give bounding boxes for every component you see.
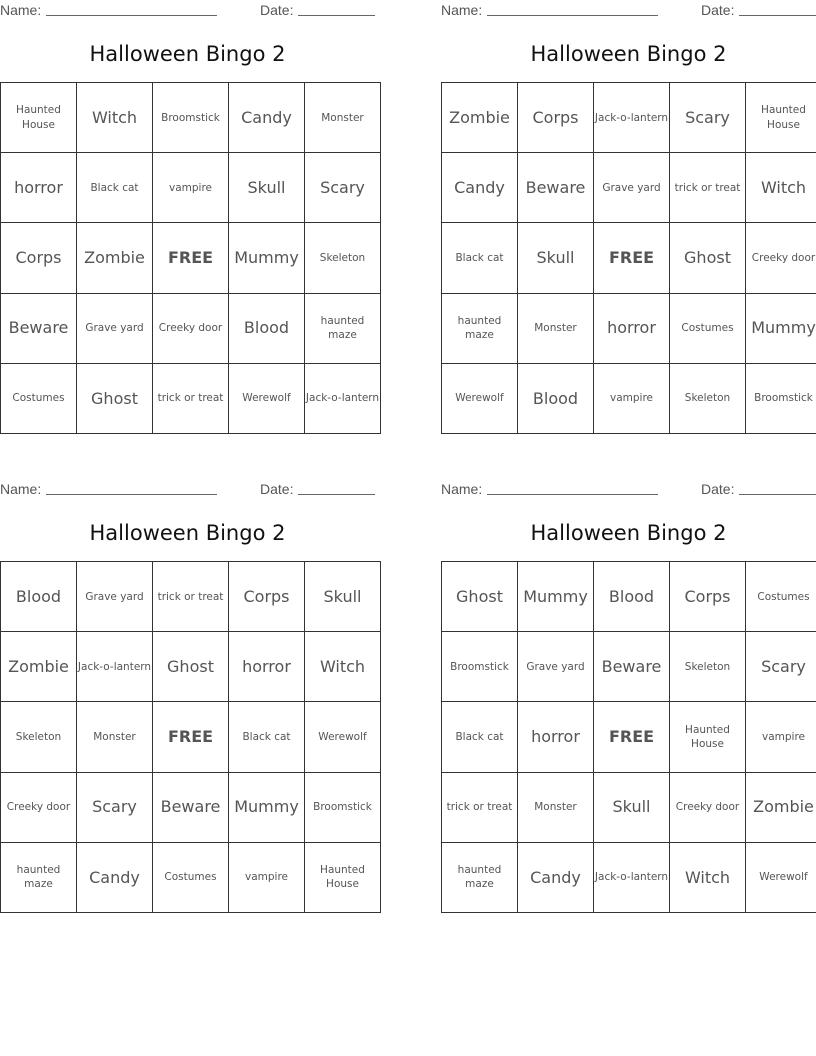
bingo-cell-text: Zombie [753, 797, 814, 817]
bingo-cell-text: horror [14, 177, 63, 197]
bingo-cell-text: horror [607, 318, 656, 338]
grid-row [1, 842, 381, 912]
bingo-cell [518, 153, 594, 223]
bingo-cell-text: Mummy [523, 586, 588, 606]
free-space-cell [153, 702, 229, 772]
bingo-cell-text: FREE [608, 248, 655, 268]
bingo-cell-text: Beware [160, 797, 221, 817]
bingo-cell-text: haunted maze [320, 314, 365, 342]
bingo-cell [1, 562, 77, 632]
bingo-cell [594, 83, 670, 153]
bingo-cell [670, 702, 746, 772]
grid-row [442, 562, 816, 632]
date-label: Date: [260, 481, 294, 497]
grid-row [442, 772, 816, 842]
bingo-cell-text: Skull [612, 797, 651, 817]
bingo-cell-text: Werewolf [759, 871, 808, 884]
name-date-bar [0, 481, 375, 497]
card-title: Halloween Bingo 2 [530, 42, 727, 66]
bingo-cell-text: Candy [241, 107, 292, 127]
grid-row [442, 83, 816, 153]
bingo-cell-text: Monster [534, 322, 577, 335]
bingo-cell [153, 562, 229, 632]
bingo-cell-text: Witch [319, 656, 366, 676]
name-blank-line [487, 15, 658, 16]
bingo-cell [1, 363, 77, 433]
bingo-cell [229, 772, 305, 842]
bingo-cell [518, 293, 594, 363]
name-blank-line [487, 494, 658, 495]
bingo-cell-text: Mummy [234, 248, 299, 268]
bingo-cell [518, 562, 594, 632]
bingo-cell [746, 363, 816, 433]
bingo-cell-text: Costumes [12, 392, 65, 405]
bingo-cell [77, 632, 153, 702]
bingo-cell [746, 632, 816, 702]
bingo-cell [305, 772, 381, 842]
date-label: Date: [701, 481, 735, 497]
bingo-cell [442, 562, 518, 632]
bingo-cell-text: Haunted House [685, 723, 730, 750]
bingo-cell-text: Zombie [84, 248, 145, 268]
grid-row [442, 293, 816, 363]
bingo-cell-text: Creeky door [6, 801, 71, 814]
bingo-cell-text: Werewolf [242, 392, 291, 405]
bingo-cell [442, 363, 518, 433]
bingo-cell [305, 363, 381, 433]
bingo-cell-text: Candy [530, 867, 581, 887]
bingo-cell-text: Black cat [90, 181, 139, 194]
bingo-cell-text: Costumes [164, 871, 217, 884]
bingo-cell [442, 293, 518, 363]
grid-row [442, 842, 816, 912]
bingo-cell-text: Skull [247, 177, 286, 197]
bingo-cell [1, 153, 77, 223]
bingo-cell-text: Blood [15, 586, 62, 606]
bingo-cell-text: vampire [609, 392, 653, 405]
bingo-cell-text: Mummy [234, 797, 299, 817]
bingo-cell-text: trick or treat [157, 392, 224, 405]
bingo-cell [442, 223, 518, 293]
bingo-cell [670, 842, 746, 912]
bingo-cell-text: Zombie [8, 656, 69, 676]
bingo-cell-text: Scary [761, 656, 806, 676]
bingo-cell-text: Creeky door [751, 251, 816, 264]
bingo-cell-text: Skeleton [15, 730, 62, 743]
bingo-cell [442, 632, 518, 702]
bingo-cell-text: Grave yard [526, 660, 585, 673]
bingo-cell-text: FREE [167, 248, 214, 268]
grid-row [442, 153, 816, 223]
bingo-cell [229, 632, 305, 702]
bingo-cell [77, 293, 153, 363]
name-date-bar [441, 481, 816, 497]
bingo-cell [442, 153, 518, 223]
bingo-cell-text: Ghost [456, 586, 503, 606]
bingo-cell-text: Haunted House [320, 864, 365, 891]
name-date-bar [0, 2, 375, 18]
bingo-cell-text: trick or treat [446, 801, 513, 814]
bingo-cell-text: Black cat [242, 730, 291, 743]
bingo-cell [1, 772, 77, 842]
bingo-cell-text: Black cat [455, 251, 504, 264]
bingo-cell [153, 83, 229, 153]
bingo-cell-text: Beware [601, 656, 662, 676]
bingo-cell [77, 153, 153, 223]
card-title: Halloween Bingo 2 [89, 521, 286, 545]
bingo-cell-text: Corps [243, 586, 290, 606]
bingo-cell-text: Mummy [751, 318, 816, 338]
bingo-cell [1, 842, 77, 912]
bingo-cell-text: Skull [536, 248, 575, 268]
bingo-cell [77, 363, 153, 433]
bingo-cell-text: trick or treat [157, 590, 224, 603]
bingo-cell [153, 632, 229, 702]
grid-row [1, 223, 381, 293]
bingo-cell-text: vampire [168, 181, 212, 194]
bingo-cell [153, 293, 229, 363]
bingo-cell [305, 153, 381, 223]
bingo-cell-text: vampire [244, 871, 288, 884]
bingo-cell [305, 293, 381, 363]
bingo-cell-text: Blood [608, 586, 655, 606]
bingo-cell-text: vampire [761, 730, 805, 743]
bingo-cell [670, 293, 746, 363]
bingo-cell [594, 772, 670, 842]
bingo-cell-text: Grave yard [602, 181, 661, 194]
bingo-cell-text: Witch [760, 177, 807, 197]
bingo-cell [594, 842, 670, 912]
bingo-cell [518, 702, 594, 772]
bingo-cell-text: Creeky door [675, 801, 740, 814]
card-title: Halloween Bingo 2 [530, 521, 727, 545]
bingo-cell-text: Corps [684, 586, 731, 606]
grid-row [1, 293, 381, 363]
bingo-cell [746, 153, 816, 223]
bingo-cell-text: Grave yard [85, 590, 144, 603]
bingo-cell-text: Beware [8, 318, 69, 338]
bingo-cell [746, 83, 816, 153]
name-label: Name: [441, 481, 483, 497]
date-blank-line [298, 15, 375, 16]
bingo-grid [441, 561, 816, 913]
bingo-cell-text: Skull [323, 586, 362, 606]
grid-row [1, 702, 381, 772]
bingo-cell [305, 632, 381, 702]
bingo-cell-text: Broomstick [754, 392, 813, 405]
bingo-cell [153, 153, 229, 223]
date-blank-line [739, 494, 816, 495]
bingo-cell-text: Jack-o-lantern [594, 111, 669, 124]
bingo-cell [229, 293, 305, 363]
free-space-cell [594, 223, 670, 293]
bingo-cell [305, 223, 381, 293]
bingo-grid [0, 82, 381, 434]
bingo-cell-text: Scary [320, 177, 365, 197]
free-space-cell [594, 702, 670, 772]
bingo-cell [153, 772, 229, 842]
bingo-cell [518, 632, 594, 702]
bingo-cell [518, 842, 594, 912]
bingo-cell [746, 772, 816, 842]
bingo-cell-text: haunted maze [16, 864, 61, 891]
bingo-cell-text: Skeleton [684, 392, 731, 405]
bingo-cell-text: Monster [321, 111, 364, 124]
bingo-cell [670, 562, 746, 632]
grid-row [442, 223, 816, 293]
bingo-cell-text: Black cat [455, 730, 504, 743]
bingo-cell [518, 223, 594, 293]
bingo-cell-text: trick or treat [674, 181, 741, 194]
bingo-cell [1, 223, 77, 293]
bingo-cell [746, 293, 816, 363]
grid-row [442, 632, 816, 702]
bingo-cell [746, 842, 816, 912]
bingo-cell [229, 223, 305, 293]
bingo-cell-text: Costumes [757, 590, 810, 603]
bingo-grid [0, 561, 381, 913]
name-label: Name: [0, 481, 42, 497]
bingo-cell [1, 702, 77, 772]
bingo-cell-text: Zombie [449, 107, 510, 127]
bingo-cell-text: Corps [15, 248, 62, 268]
bingo-cell-text: Werewolf [318, 730, 367, 743]
bingo-cell [229, 702, 305, 772]
grid-row [1, 363, 381, 433]
bingo-cell [229, 153, 305, 223]
name-blank-line [46, 494, 217, 495]
grid-row [1, 153, 381, 223]
bingo-cell [518, 772, 594, 842]
bingo-cell-text: Skeleton [319, 251, 366, 264]
bingo-cell [77, 83, 153, 153]
bingo-cell-text: Candy [89, 867, 140, 887]
bingo-cell [594, 562, 670, 632]
bingo-cell-text: haunted maze [457, 314, 502, 342]
date-label: Date: [701, 2, 735, 18]
bingo-cell [670, 223, 746, 293]
bingo-cell-text: Ghost [167, 656, 214, 676]
bingo-cell [670, 83, 746, 153]
bingo-cell [746, 223, 816, 293]
bingo-cell-text: Jack-o-lantern [305, 392, 380, 405]
bingo-cell [305, 842, 381, 912]
name-label: Name: [0, 2, 42, 18]
grid-row [442, 702, 816, 772]
bingo-cell-text: Blood [243, 318, 290, 338]
bingo-cell-text: horror [531, 727, 580, 747]
bingo-cell [1, 293, 77, 363]
free-space-cell [153, 223, 229, 293]
bingo-cell-text: Jack-o-lantern [594, 871, 669, 884]
bingo-cell [229, 842, 305, 912]
bingo-cell [594, 632, 670, 702]
bingo-cell-text: Haunted House [761, 104, 806, 131]
date-blank-line [739, 15, 816, 16]
card-title: Halloween Bingo 2 [89, 42, 286, 66]
bingo-cell-text: horror [242, 656, 291, 676]
bingo-cell [518, 363, 594, 433]
bingo-cell [305, 562, 381, 632]
bingo-cell [594, 293, 670, 363]
bingo-cell [442, 842, 518, 912]
bingo-cell-text: Costumes [681, 322, 734, 335]
bingo-cell-text: Werewolf [455, 392, 504, 405]
bingo-cell [305, 83, 381, 153]
bingo-cell [746, 562, 816, 632]
grid-row [1, 772, 381, 842]
bingo-cell [153, 842, 229, 912]
bingo-cell-text: FREE [608, 727, 655, 747]
bingo-cell [229, 83, 305, 153]
bingo-cell [1, 632, 77, 702]
name-date-bar [441, 2, 816, 18]
grid-row [1, 562, 381, 632]
date-label: Date: [260, 2, 294, 18]
bingo-cell [670, 153, 746, 223]
bingo-cell [518, 83, 594, 153]
name-label: Name: [441, 2, 483, 18]
bingo-cell [594, 363, 670, 433]
bingo-cell-text: Corps [532, 107, 579, 127]
bingo-cell-text: Grave yard [85, 322, 144, 335]
bingo-cell [594, 153, 670, 223]
date-blank-line [298, 494, 375, 495]
bingo-cell-text: Ghost [91, 388, 138, 408]
bingo-cell-text: Witch [91, 107, 138, 127]
bingo-cell-text: Monster [93, 730, 136, 743]
bingo-cell-text: Blood [532, 388, 579, 408]
bingo-cell-text: Witch [684, 867, 731, 887]
bingo-cell-text: Scary [685, 107, 730, 127]
bingo-cell-text: haunted maze [457, 864, 502, 891]
name-blank-line [46, 15, 217, 16]
bingo-cell-text: Monster [534, 801, 577, 814]
bingo-cell [77, 223, 153, 293]
bingo-cell-text: Skeleton [684, 660, 731, 673]
bingo-cell-text: Jack-o-lantern [77, 660, 152, 673]
bingo-cell [670, 632, 746, 702]
bingo-cell-text: Candy [454, 177, 505, 197]
bingo-cell-text: Haunted House [16, 104, 61, 131]
bingo-cell [77, 702, 153, 772]
bingo-cell [442, 772, 518, 842]
bingo-cell-text: Creeky door [158, 322, 223, 335]
bingo-cell [442, 702, 518, 772]
bingo-cell [77, 772, 153, 842]
bingo-cell-text: FREE [167, 727, 214, 747]
bingo-cell [670, 363, 746, 433]
bingo-cell [746, 702, 816, 772]
bingo-cell-text: Broomstick [450, 660, 509, 673]
bingo-cell-text: Ghost [684, 248, 731, 268]
bingo-cell-text: Broomstick [313, 801, 372, 814]
bingo-cell [305, 702, 381, 772]
grid-row [1, 83, 381, 153]
bingo-cell-text: Beware [525, 177, 586, 197]
bingo-cell [670, 772, 746, 842]
bingo-cell [442, 83, 518, 153]
bingo-grid [441, 82, 816, 434]
bingo-cell-text: Scary [92, 797, 137, 817]
bingo-cell [77, 562, 153, 632]
bingo-cell [153, 363, 229, 433]
bingo-cell [1, 83, 77, 153]
bingo-cell [229, 562, 305, 632]
bingo-cell-text: Broomstick [161, 111, 220, 124]
grid-row [1, 632, 381, 702]
grid-row [442, 363, 816, 433]
bingo-cell [77, 842, 153, 912]
bingo-cell [229, 363, 305, 433]
